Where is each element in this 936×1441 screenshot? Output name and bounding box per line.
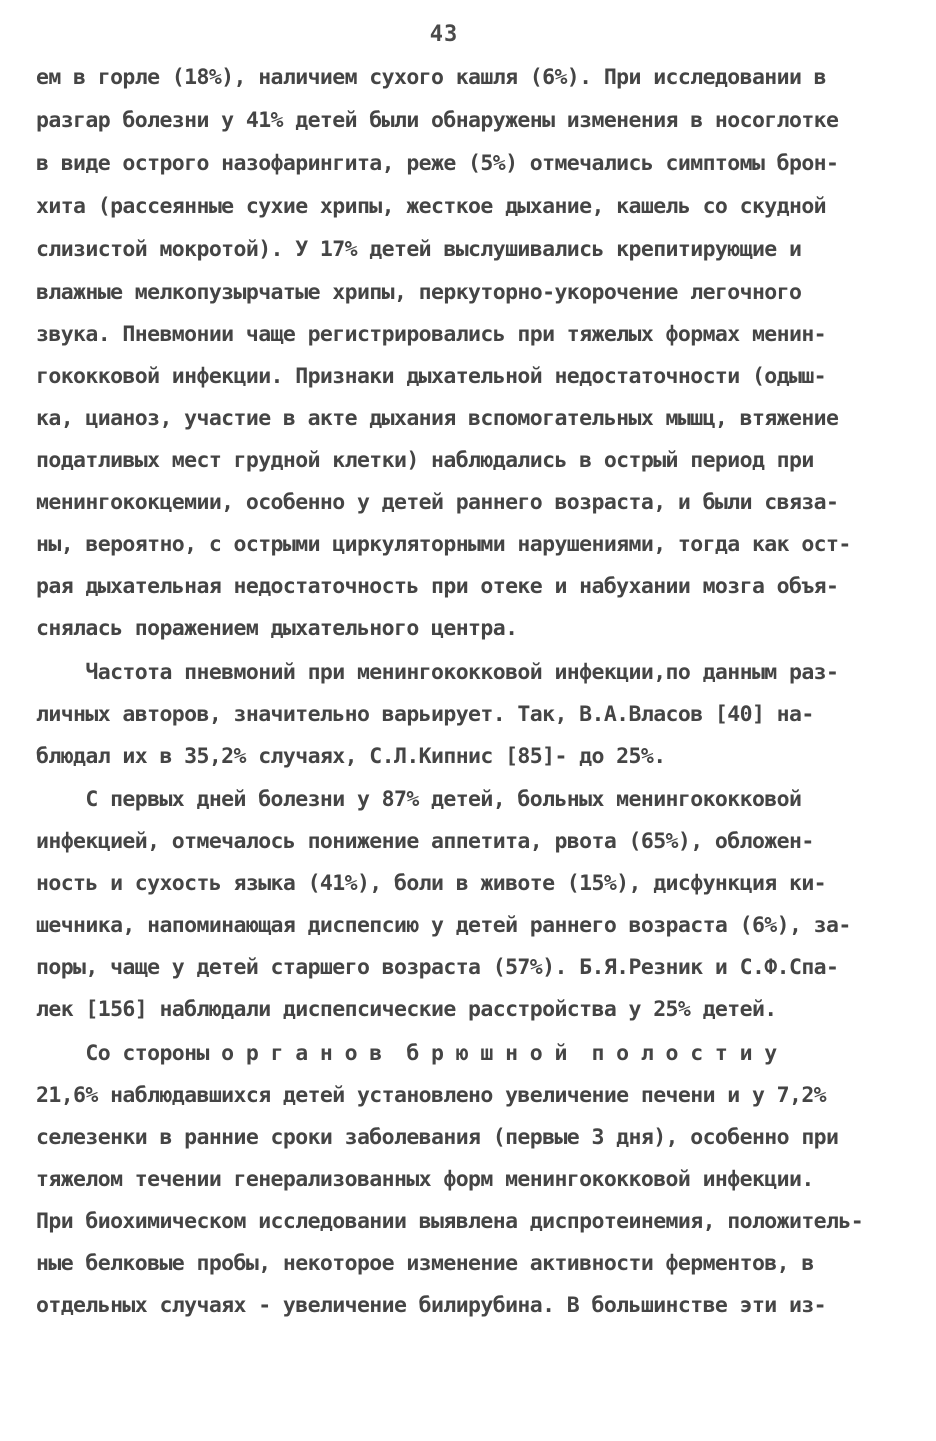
text-line-10: податливых мест грудной клетки) наблюдались в острый период при bbox=[36, 448, 814, 473]
text-line-26: селезенки в ранние сроки заболевания (первые 3 дня), особенно при bbox=[36, 1125, 839, 1150]
text-line-17: блюдал их в 35,2% случаях, С.Л.Кипнис [85]- до 25%. bbox=[36, 744, 666, 769]
text-line-18: С первых дней болезни у 87% детей, больных менингококковой bbox=[36, 787, 802, 812]
text-line-11: менингококцемии, особенно у детей раннего возраста, и были связа- bbox=[36, 490, 839, 515]
text-line-21: шечника, напоминающая диспепсию у детей раннего возраста (6%), за- bbox=[36, 913, 851, 938]
text-line-14: снялась поражением дыхательного центра. bbox=[36, 616, 518, 641]
text-line-5: слизистой мокротой). У 17% детей выслушивались крепитирующие и bbox=[36, 237, 802, 262]
text-line-13: рая дыхательная недостаточность при отеке и набухании мозга объя- bbox=[36, 574, 839, 599]
text-line-20: ность и сухость языка (41%), боли в животе (15%), дисфункция ки- bbox=[36, 871, 827, 896]
text-line-19: инфекцией, отмечалось понижение аппетита, рвота (65%), обложен- bbox=[36, 829, 814, 854]
text-line-1: ем в горле (18%), наличием сухого кашля (6%). При исследовании в bbox=[36, 65, 827, 90]
text-line-27: тяжелом течении генерализованных форм менингококковой инфекции. bbox=[36, 1167, 814, 1192]
text-line-25: 21,6% наблюдавшихся детей установлено увеличение печени и у 7,2% bbox=[36, 1083, 827, 1108]
text-line-12: ны, вероятно, с острыми циркуляторными нарушениями, тогда как ост- bbox=[36, 532, 851, 557]
text-line-23: лек [156] наблюдали диспепсические расстройства у 25% детей. bbox=[36, 997, 777, 1022]
text-line-2: разгар болезни у 41% детей были обнаружены изменения в носоглотке bbox=[36, 108, 839, 133]
text-line-29: ные белковые пробы, некоторое изменение активности ферментов, в bbox=[36, 1251, 814, 1276]
text-line-28: При биохимическом исследовании выявлена диспротеинемия, положитель- bbox=[36, 1209, 864, 1234]
text-line-15: Частота пневмоний при менингококковой инфекции,по данным раз- bbox=[36, 660, 839, 685]
text-line-9: ка, цианоз, участие в акте дыхания вспомогательных мышц, втяжение bbox=[36, 406, 839, 431]
text-line-30: отдельных случаях - увеличение билирубина. В большинстве эти из- bbox=[36, 1293, 827, 1318]
text-line-3: в виде острого назофарингита, реже (5%) отмечались симптомы брон- bbox=[36, 151, 839, 176]
text-line-7: звука. Пневмонии чаще регистрировались при тяжелых формах менин- bbox=[36, 322, 827, 347]
text-line-24: Со стороны о р г а н о в б р ю ш н о й п о л о с т и у bbox=[36, 1041, 777, 1066]
text-line-6: влажные мелкопузырчатые хрипы, перкуторно-укорочение легочного bbox=[36, 280, 802, 305]
text-line-4: хита (рассеянные сухие хрипы, жесткое дыхание, кашель со скудной bbox=[36, 194, 827, 219]
text-line-22: поры, чаще у детей старшего возраста (57%). Б.Я.Резник и С.Ф.Спа- bbox=[36, 955, 839, 980]
text-line-16: личных авторов, значительно варьирует. Так, В.А.Власов [40] на- bbox=[36, 702, 814, 727]
text-line-8: гококковой инфекции. Признаки дыхательной недостаточности (одыш- bbox=[36, 364, 827, 389]
page-number: 43 bbox=[429, 22, 459, 47]
